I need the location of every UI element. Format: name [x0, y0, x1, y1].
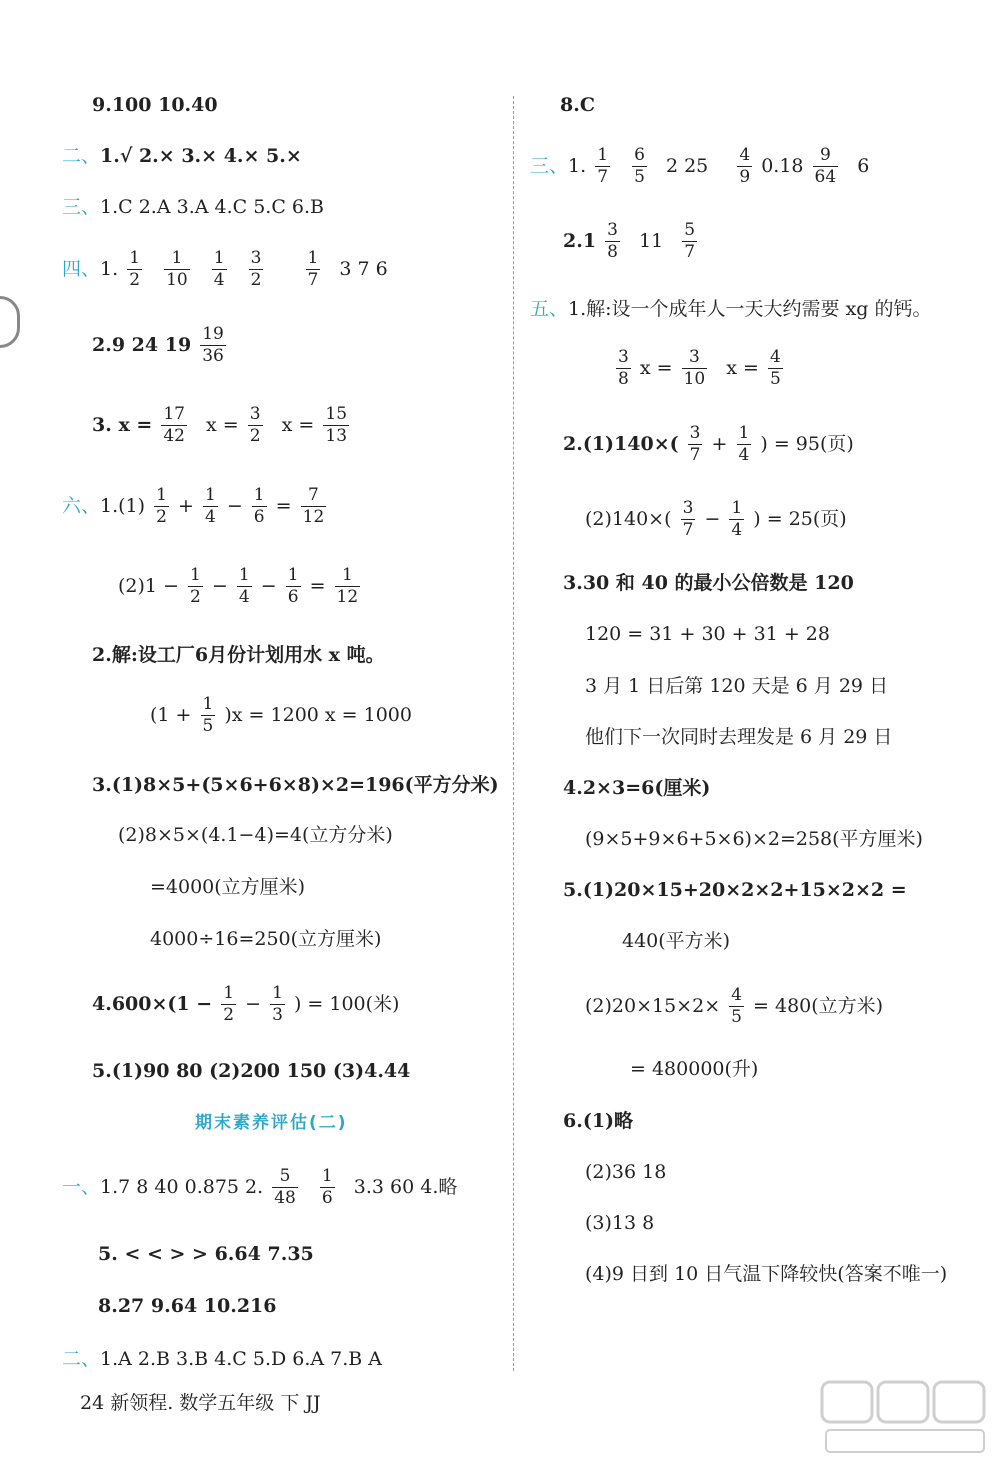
fraction: $\frac{3}{7}$ — [689, 423, 701, 465]
answer-line: (1 + $\frac{1}{5}$ )x = 1200 x = 1000 — [150, 694, 412, 736]
answer-line: 2.解:设工厂6月份计划用水 x 吨。 — [92, 644, 385, 666]
fraction: $\frac{1}{6}$ — [253, 485, 265, 527]
answer-line: 二、1.√ 2.× 3.× 4.× 5.× — [62, 145, 302, 167]
answer-line: 六、1.(1) $\frac{1}{2}$ + $\frac{1}{4}$ − $\frac{1}{6}$ = $\frac{7}{12}$ — [62, 485, 325, 527]
fraction: $\frac{15}{13}$ — [325, 404, 348, 446]
answer-line: = 480000(升) — [630, 1058, 759, 1080]
answer-line: 3. x = $\frac{17}{42}$ x = $\frac{3}{2}$ x = $\frac{15}{13}$ — [92, 404, 348, 446]
fraction: $\frac{19}{36}$ — [202, 324, 224, 366]
answer-line: (2)36 18 — [585, 1161, 667, 1183]
answer-line: 8.27 9.64 10.216 — [98, 1295, 277, 1317]
fraction: $\frac{9}{64}$ — [814, 145, 837, 187]
section-number: 二、 — [62, 145, 101, 167]
answer-line: 三、1.C 2.A 3.A 4.C 5.C 6.B — [62, 196, 324, 218]
answer-line: 5.(1)90 80 (2)200 150 (3)4.44 — [92, 1060, 411, 1082]
fraction: $\frac{1}{2}$ — [129, 248, 141, 290]
column-divider — [513, 96, 514, 1371]
section-number: 六、 — [62, 494, 101, 517]
answer-line: 五、1.解:设一个成年人一天大约需要 xg 的钙。 — [530, 298, 932, 320]
answer-line: (2)140×( $\frac{3}{7}$ − $\frac{1}{4}$ ) = 25(页) — [585, 498, 847, 540]
fraction: $\frac{3}{2}$ — [250, 248, 262, 290]
answer-line: (3)13 8 — [585, 1212, 655, 1234]
fraction: $\frac{1}{2}$ — [223, 983, 235, 1025]
answer-line: (2)20×15×2× $\frac{4}{5}$ = 480(立方米) — [585, 985, 884, 1027]
answer-line: 一、1.7 8 40 0.875 2. $\frac{5}{48}$ $\frac{1}{6}$ 3.3 60 4.略 — [62, 1166, 458, 1208]
fraction: $\frac{3}{8}$ — [618, 347, 629, 389]
answer-line: 他们下一次同时去理发是 6 月 29 日 — [585, 726, 893, 748]
answer-line: 3.(1)8×5+(5×6+6×8)×2=196(平方分米) — [92, 774, 499, 796]
fraction: $\frac{1}{12}$ — [336, 565, 359, 607]
fraction: $\frac{1}{2}$ — [190, 565, 201, 607]
answer-line: 4.2×3=6(厘米) — [563, 777, 711, 799]
answer-line: 2.9 24 19 $\frac{19}{36}$ — [92, 324, 224, 366]
answer-line: 440(平方米) — [622, 930, 731, 952]
section-title: 期末素养评估(二) — [195, 1113, 348, 1133]
fraction: $\frac{6}{5}$ — [634, 145, 645, 187]
answer-line: (9×5+9×6+5×6)×2=258(平方厘米) — [585, 828, 923, 850]
section-number: 四、 — [62, 257, 101, 280]
fraction: $\frac{1}{6}$ — [321, 1166, 333, 1208]
answer-line: 6.(1)略 — [563, 1110, 634, 1132]
fraction: $\frac{3}{7}$ — [682, 498, 694, 540]
answer-line: (2)8×5×(4.1−4)=4(立方分米) — [118, 824, 393, 846]
answer-line: 3 月 1 日后第 120 天是 6 月 29 日 — [585, 675, 889, 697]
fraction: $\frac{1}{7}$ — [597, 145, 609, 187]
fraction: $\frac{1}{4}$ — [213, 248, 225, 290]
binder-hole-mark — [0, 296, 20, 348]
fraction: $\frac{1}{5}$ — [202, 694, 214, 736]
fraction: $\frac{3}{8}$ — [607, 220, 618, 262]
fraction: $\frac{1}{4}$ — [738, 423, 750, 465]
answer-line: (4)9 日到 10 日气温下降较快(答案不唯一) — [585, 1263, 948, 1285]
answer-line: 4000÷16=250(立方厘米) — [150, 928, 382, 950]
section-number: 三、 — [530, 154, 569, 177]
fraction: $\frac{1}{2}$ — [156, 485, 167, 527]
answer-line: 5. < < > > 6.64 7.35 — [98, 1243, 314, 1265]
fraction: $\frac{3}{10}$ — [683, 347, 706, 389]
fraction: $\frac{17}{42}$ — [163, 404, 185, 446]
fraction: $\frac{1}{4}$ — [204, 485, 216, 527]
fraction: $\frac{1}{3}$ — [272, 983, 283, 1025]
watermark-logo — [820, 1378, 990, 1456]
answer-line: 4.600×(1 − $\frac{1}{2}$ − $\frac{1}{3}$ ) = 100(米) — [92, 983, 400, 1025]
answer-line: 2.1 $\frac{3}{8}$ 11 $\frac{5}{7}$ — [563, 220, 696, 262]
fraction: $\frac{5}{48}$ — [274, 1166, 296, 1208]
fraction: $\frac{1}{6}$ — [287, 565, 299, 607]
answer-line: 四、1. $\frac{1}{2}$ $\frac{1}{10}$ $\frac{1}{4}$ $\frac{3}{2}$ $\frac{1}{7}$ 3 7 6 — [62, 248, 388, 290]
page-footer: 24 新领程. 数学五年级 下 JJ — [80, 1392, 321, 1414]
answer-line: 9.100 10.40 — [92, 94, 218, 116]
fraction: $\frac{7}{12}$ — [302, 485, 325, 527]
answer-line: 8.C — [560, 94, 595, 116]
answer-line: (2)1 − $\frac{1}{2}$ − $\frac{1}{4}$ − $\frac{1}{6}$ = $\frac{1}{12}$ — [118, 565, 359, 607]
fraction: $\frac{4}{5}$ — [731, 985, 742, 1027]
answer-line: 120 = 31 + 30 + 31 + 28 — [585, 623, 830, 645]
fraction: $\frac{1}{10}$ — [166, 248, 188, 290]
answer-line: 5.(1)20×15+20×2×2+15×2×2 = — [563, 879, 907, 901]
section-number: 三、 — [62, 196, 101, 218]
fraction: $\frac{4}{9}$ — [739, 145, 751, 187]
answer-line: 3.30 和 40 的最小公倍数是 120 — [563, 572, 854, 594]
fraction: $\frac{1}{4}$ — [238, 565, 250, 607]
fraction: $\frac{5}{7}$ — [684, 220, 696, 262]
answer-line: =4000(立方厘米) — [150, 876, 306, 898]
section-number: 二、 — [62, 1348, 101, 1370]
answer-line: 二、1.A 2.B 3.B 4.C 5.D 6.A 7.B A — [62, 1348, 383, 1370]
section-number: 一、 — [62, 1175, 101, 1198]
fraction: $\frac{1}{7}$ — [307, 248, 319, 290]
fraction: $\frac{4}{5}$ — [770, 347, 781, 389]
answer-line: 三、1. $\frac{1}{7}$ $\frac{6}{5}$ 2 25 $\frac{4}{9}$ 0.18 $\frac{9}{64}$ 6 — [530, 145, 870, 187]
answer-line: $\frac{3}{8}$ x = $\frac{3}{10}$ x = $\frac{4}{5}$ — [618, 347, 781, 389]
fraction: $\frac{1}{4}$ — [731, 498, 743, 540]
fraction: $\frac{3}{2}$ — [249, 404, 261, 446]
section-number: 五、 — [530, 298, 569, 320]
answer-line: 2.(1)140×( $\frac{3}{7}$ + $\frac{1}{4}$ ) = 95(页) — [563, 423, 854, 465]
